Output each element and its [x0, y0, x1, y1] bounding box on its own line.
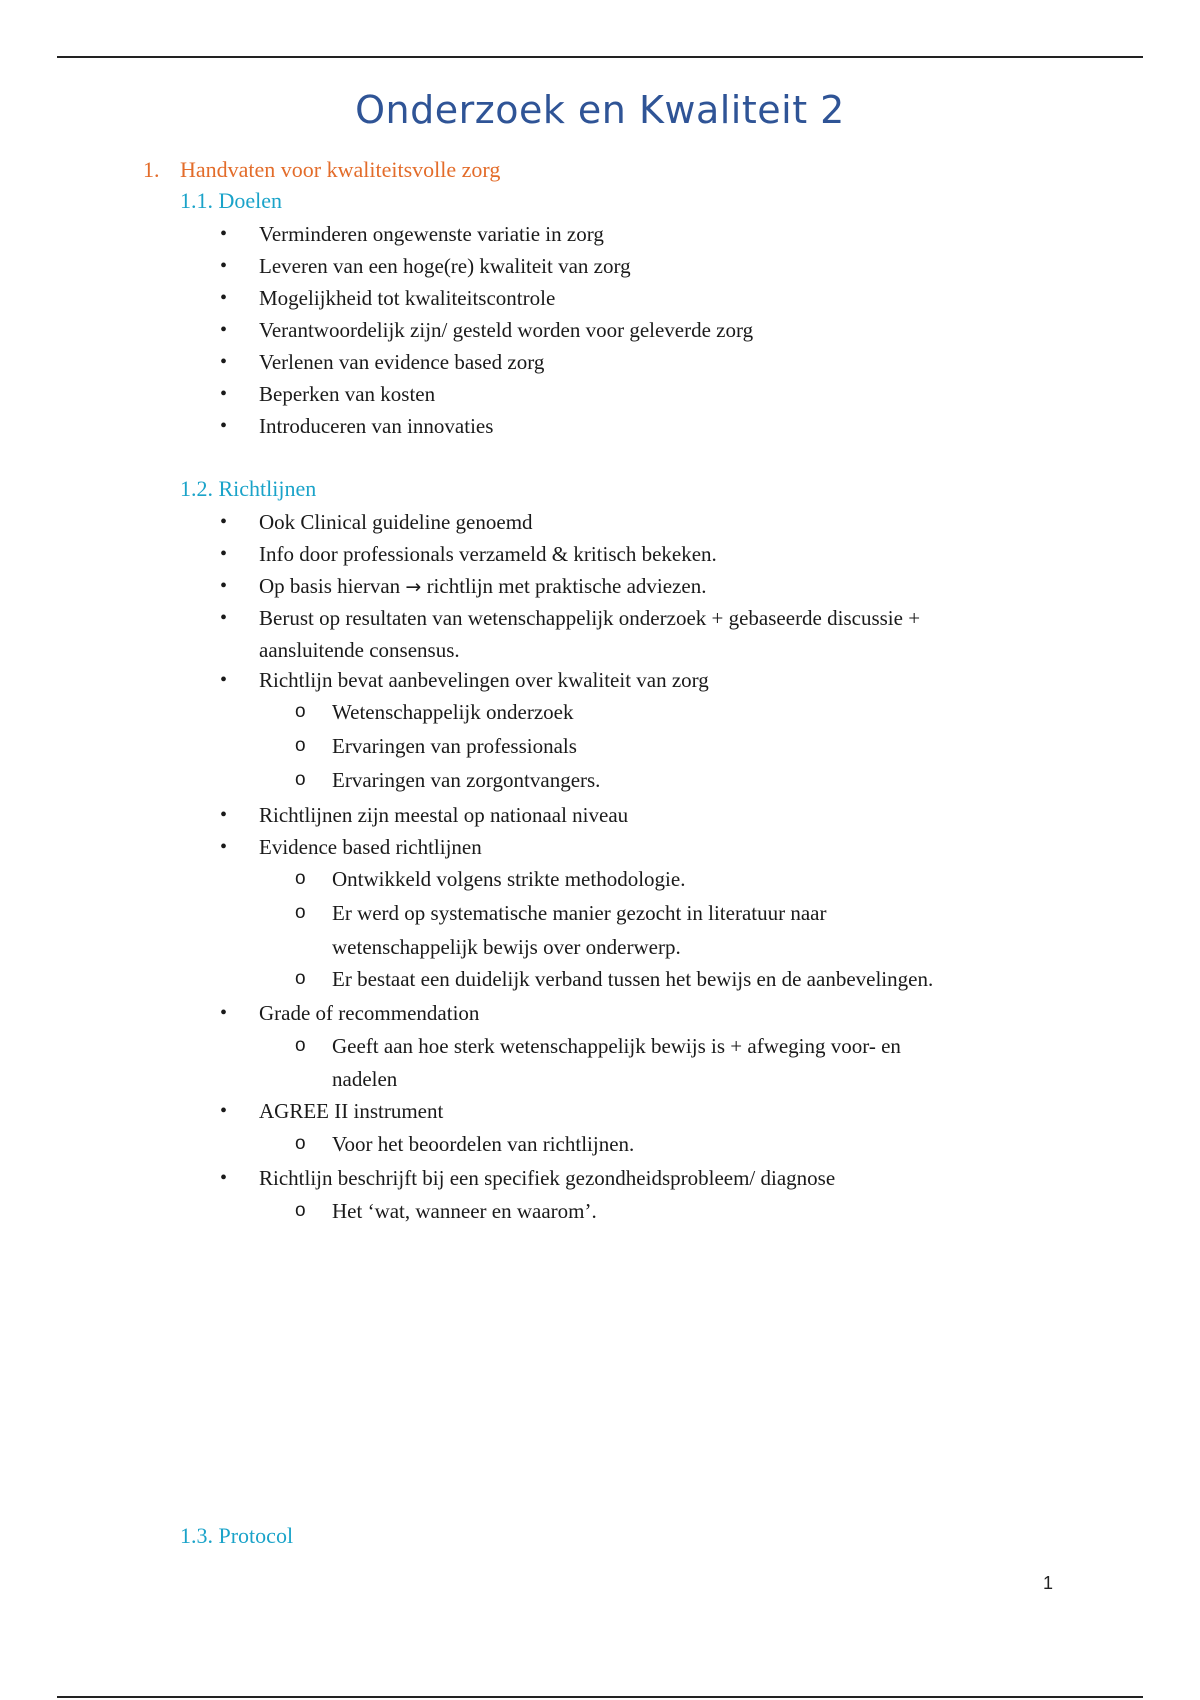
bullet-marker: • — [220, 287, 228, 309]
sub-bullet-marker: o — [295, 902, 306, 923]
list-item: Introduceren van innovaties — [259, 414, 494, 438]
sub-bullet-marker: o — [295, 868, 306, 889]
section-1-heading — [143, 157, 500, 183]
section-1-label: Handvaten voor kwaliteitsvolle zorg — [180, 157, 501, 182]
list-item-text-part: richtlijn met praktische adviezen. — [426, 574, 707, 598]
sub-bullet-marker: o — [295, 701, 306, 722]
list-item: Richtlijn beschrijft bij een specifiek gezondheidsprobleem/ diagnose — [259, 1166, 836, 1190]
bullet-marker: • — [220, 319, 228, 341]
bullet-marker: • — [220, 511, 228, 533]
list-item: Berust op resultaten van wetenschappelijk onderzoek + gebaseerde discussie + — [259, 606, 921, 630]
bullet-marker: • — [220, 1167, 228, 1189]
bullet-marker: • — [220, 415, 228, 437]
bullet-marker: • — [220, 383, 228, 405]
sub-bullet-marker: o — [295, 968, 306, 989]
sub-bullet-marker: o — [295, 1200, 306, 1221]
list-item: Verminderen ongewenste variatie in zorg — [259, 222, 604, 246]
subsection-protocol-heading: 1.3. Protocol — [180, 1523, 294, 1548]
bullet-marker: • — [220, 575, 228, 597]
list-item: AGREE II instrument — [259, 1099, 444, 1123]
list-item: Richtlijn bevat aanbevelingen over kwaliteit van zorg — [259, 668, 709, 692]
sub-bullet-marker: o — [295, 1035, 306, 1056]
page-number: 1 — [1043, 1573, 1054, 1593]
sub-bullet-marker: o — [295, 1133, 306, 1154]
section-1-number: 1. — [143, 157, 160, 182]
bullet-marker: • — [220, 351, 228, 373]
list-item: Beperken van kosten — [259, 382, 436, 406]
sub-list-item: Er werd op systematische manier gezocht in literatuur naar — [332, 901, 827, 925]
list-item-continuation: aansluitende consensus. — [259, 638, 460, 662]
list-item: Leveren van een hoge(re) kwaliteit van zorg — [259, 254, 631, 278]
list-item: Evidence based richtlijnen — [259, 835, 482, 859]
sub-bullet-marker: o — [295, 735, 306, 756]
list-item — [259, 573, 706, 600]
sub-bullet-marker: o — [295, 769, 306, 790]
bullet-marker: • — [220, 223, 228, 245]
sub-list-item: Wetenschappelijk onderzoek — [332, 700, 574, 724]
list-item: Verantwoordelijk zijn/ gesteld worden voor geleverde zorg — [259, 318, 754, 342]
bullet-marker: • — [220, 669, 228, 691]
bottom-border-line — [57, 1696, 1143, 1698]
bullet-marker: • — [220, 255, 228, 277]
sub-list-item: Geeft aan hoe sterk wetenschappelijk bewijs is + afweging voor- en — [332, 1034, 901, 1058]
bullet-marker: • — [220, 1100, 228, 1122]
list-item: Richtlijnen zijn meestal op nationaal niveau — [259, 803, 629, 827]
bullet-marker: • — [220, 543, 228, 565]
bullet-marker: • — [220, 804, 228, 826]
sub-list-item: Voor het beoordelen van richtlijnen. — [332, 1132, 635, 1156]
list-item: Verlenen van evidence based zorg — [259, 350, 545, 374]
list-item: Mogelijkheid tot kwaliteitscontrole — [259, 286, 556, 310]
sub-list-item: Het ‘wat, wanneer en waarom’. — [332, 1199, 597, 1223]
sub-list-item: Ervaringen van professionals — [332, 734, 577, 758]
sub-list-item-continuation: wetenschappelijk bewijs over onderwerp. — [332, 935, 681, 959]
list-item: Info door professionals verzameld & kritisch bekeken. — [259, 542, 717, 566]
sub-list-item-continuation: nadelen — [332, 1067, 398, 1091]
list-item-text-part: Op basis hiervan — [259, 574, 401, 598]
bullet-marker: • — [220, 836, 228, 858]
sub-list-item: Ontwikkeld volgens strikte methodologie. — [332, 867, 686, 891]
list-item: Grade of recommendation — [259, 1001, 480, 1025]
sub-list-item: Ervaringen van zorgontvangers. — [332, 768, 601, 792]
sub-list-item: Er bestaat een duidelijk verband tussen het bewijs en de aanbevelingen. — [332, 967, 934, 991]
subsection-richtlijnen-heading: 1.2. Richtlijnen — [180, 476, 317, 501]
document-title: Onderzoek en Kwaliteit 2 — [355, 88, 845, 132]
arrow-icon: → — [405, 576, 422, 598]
bullet-marker: • — [220, 607, 228, 629]
list-item: Ook Clinical guideline genoemd — [259, 510, 533, 534]
bullet-marker: • — [220, 1002, 228, 1024]
top-border-line — [57, 56, 1143, 58]
subsection-doelen-heading: 1.1. Doelen — [180, 188, 283, 213]
